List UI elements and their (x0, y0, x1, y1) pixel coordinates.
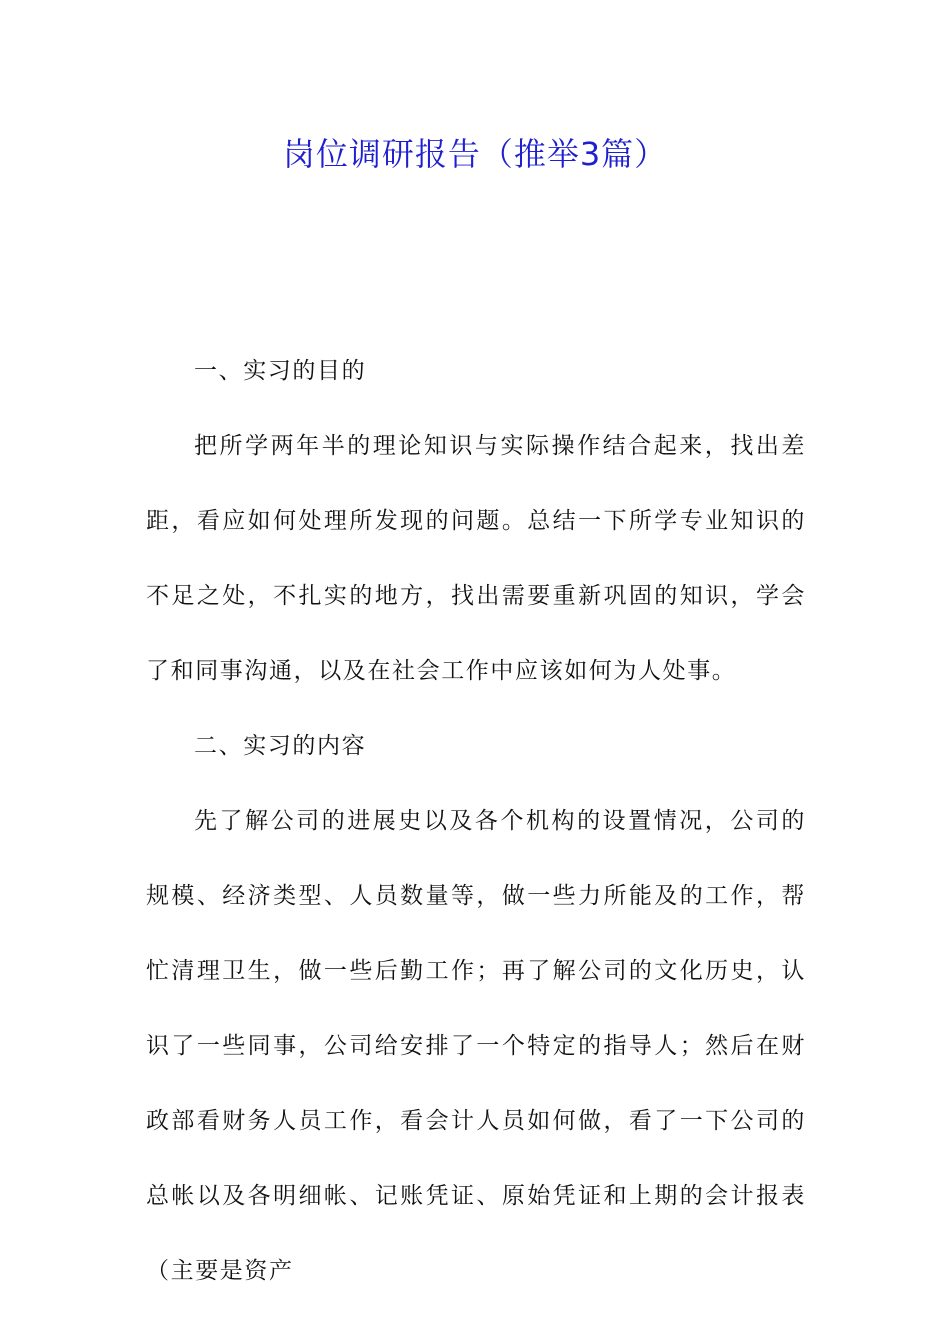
section-heading-content: 二、实习的内容 (194, 733, 367, 759)
document-title: 岗位调研报告（推举3篇） (282, 135, 668, 173)
paragraph-purpose: 把所学两年半的理论知识与实际操作结合起来，找出差距，看应如何处理所发现的问题。总结一下所学专业知识的不足之处，不扎实的地方，找出需要重新巩固的知识，学会了和同事沟通，以及在社会工作中应该如何为人处事。 (146, 433, 806, 684)
paragraph-content: 先了解公司的进展史以及各个机构的设置情况，公司的规模、经济类型、人员数量等，做一些力所能及的工作，帮忙清理卫生，做一些后勤工作；再了解公司的文化历史，认识了一些同事，公司给安排了一个特定的指导人；然后在财政部看财务人员工作，看会计人员如何做，看了一下公司的总帐以及各明细帐、记账凭证、原始凭证和上期的会计报表（主要是资产 (146, 808, 806, 1284)
section-heading-purpose: 一、实习的目的 (194, 358, 367, 384)
document-body (146, 334, 806, 1309)
